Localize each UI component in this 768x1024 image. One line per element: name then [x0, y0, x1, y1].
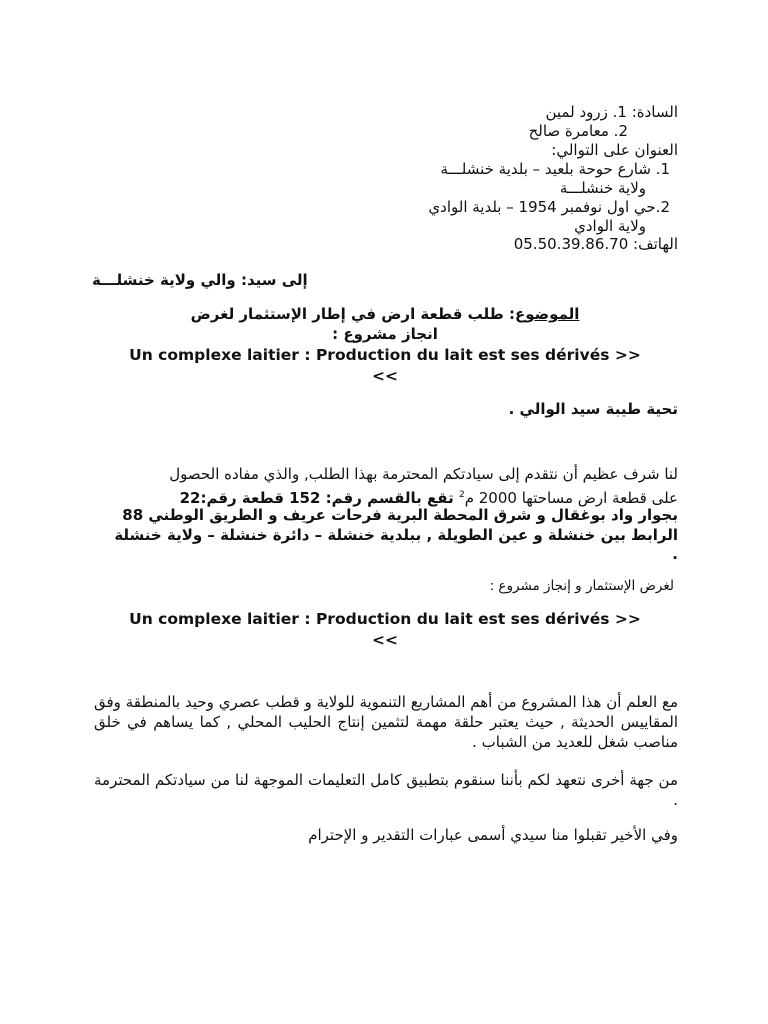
para3: من جهة أخرى نتعهد لكم بأننا سنقوم بتطبيق كامل التعليمات الموجهة لنا من سيادتكم المحترمة .	[94, 771, 678, 809]
greeting: تحية طيبة سيد الوالي .	[508, 400, 678, 418]
addressee: إلى سيد: والي ولاية خنشلـــة	[92, 271, 308, 289]
phone-line: الهاتف: 05.50.39.86.70	[513, 235, 678, 253]
body-project-line-2: <<	[372, 631, 398, 649]
para1-line-1: لنا شرف عظيم أن نتقدم إلى سيادتكم المحترمة بهذا الطلب, والذي مفاده الحصول	[169, 465, 678, 483]
subject-project-line-1: Un complexe laitier : Production du lait est ses dérivés >>	[129, 346, 641, 364]
address-label: العنوان على التوالي:	[551, 141, 678, 159]
para1-line-4: الرابط بين خنشلة و عين الطويلة , ببلدية خنشلة – دائرة خنشلة – ولاية خنشلة	[114, 526, 678, 544]
subject-text: : طلب قطعة ارض في إطار الإستثمار لغرض	[190, 305, 516, 323]
para1-line-2	[180, 486, 678, 507]
subject-line-1	[92, 305, 678, 323]
address-2-line-2: ولاية الوادي	[574, 217, 646, 235]
closing-line: وفي الأخير تقبلوا منا سيدي أسمى عبارات التقدير و الإحترام	[308, 826, 678, 844]
para2: مع العلم أن هذا المشروع من أهم المشاريع التنموية للولاية و قطب عصري وحيد بالمنطقة وفق المقاييس الحديثة , حيث يعتبر حلقة مهمة لتثمين إنتاج الحليب المحلي , كما يساهم في خلق مناصب شغل للعديد من الشباب .	[94, 693, 678, 751]
para1-area-superscript: 2	[458, 490, 465, 500]
address-2-line-1: 2.حي اول نوفمبر 1954 – بلدية الوادي	[428, 198, 670, 216]
address-1-line-1: 1. شارع حوحة بلعيد – بلدية خنشلـــة	[440, 160, 670, 178]
subject-project-line-2: <<	[372, 367, 398, 385]
recipients-line-1: السادة: 1. زرود لمين	[545, 103, 678, 121]
subject-line-2: انجاز مشروع :	[332, 325, 438, 343]
para1-line-3: بجوار واد بوغقال و شرق المحطة البرية فرحات عريف و الطريق الوطني 88	[122, 506, 678, 524]
para1-line-5: .	[672, 545, 678, 563]
purpose-line: لغرض الإستثمار و إنجاز مشروع :	[489, 578, 674, 594]
address-1-line-2: ولاية خنشلـــة	[559, 179, 646, 197]
para1-plot-text: تقع بالقسم رقم: 152 قطعة رقم:22	[179, 489, 459, 507]
recipients-line-2: 2. معامرة صالح	[528, 122, 628, 140]
body-project-line-1: Un complexe laitier : Production du lait est ses dérivés >>	[129, 610, 641, 628]
para1-area-text: على قطعة ارض مساحتها 2000 م	[464, 489, 678, 507]
subject-label: الموضوع	[515, 305, 580, 323]
